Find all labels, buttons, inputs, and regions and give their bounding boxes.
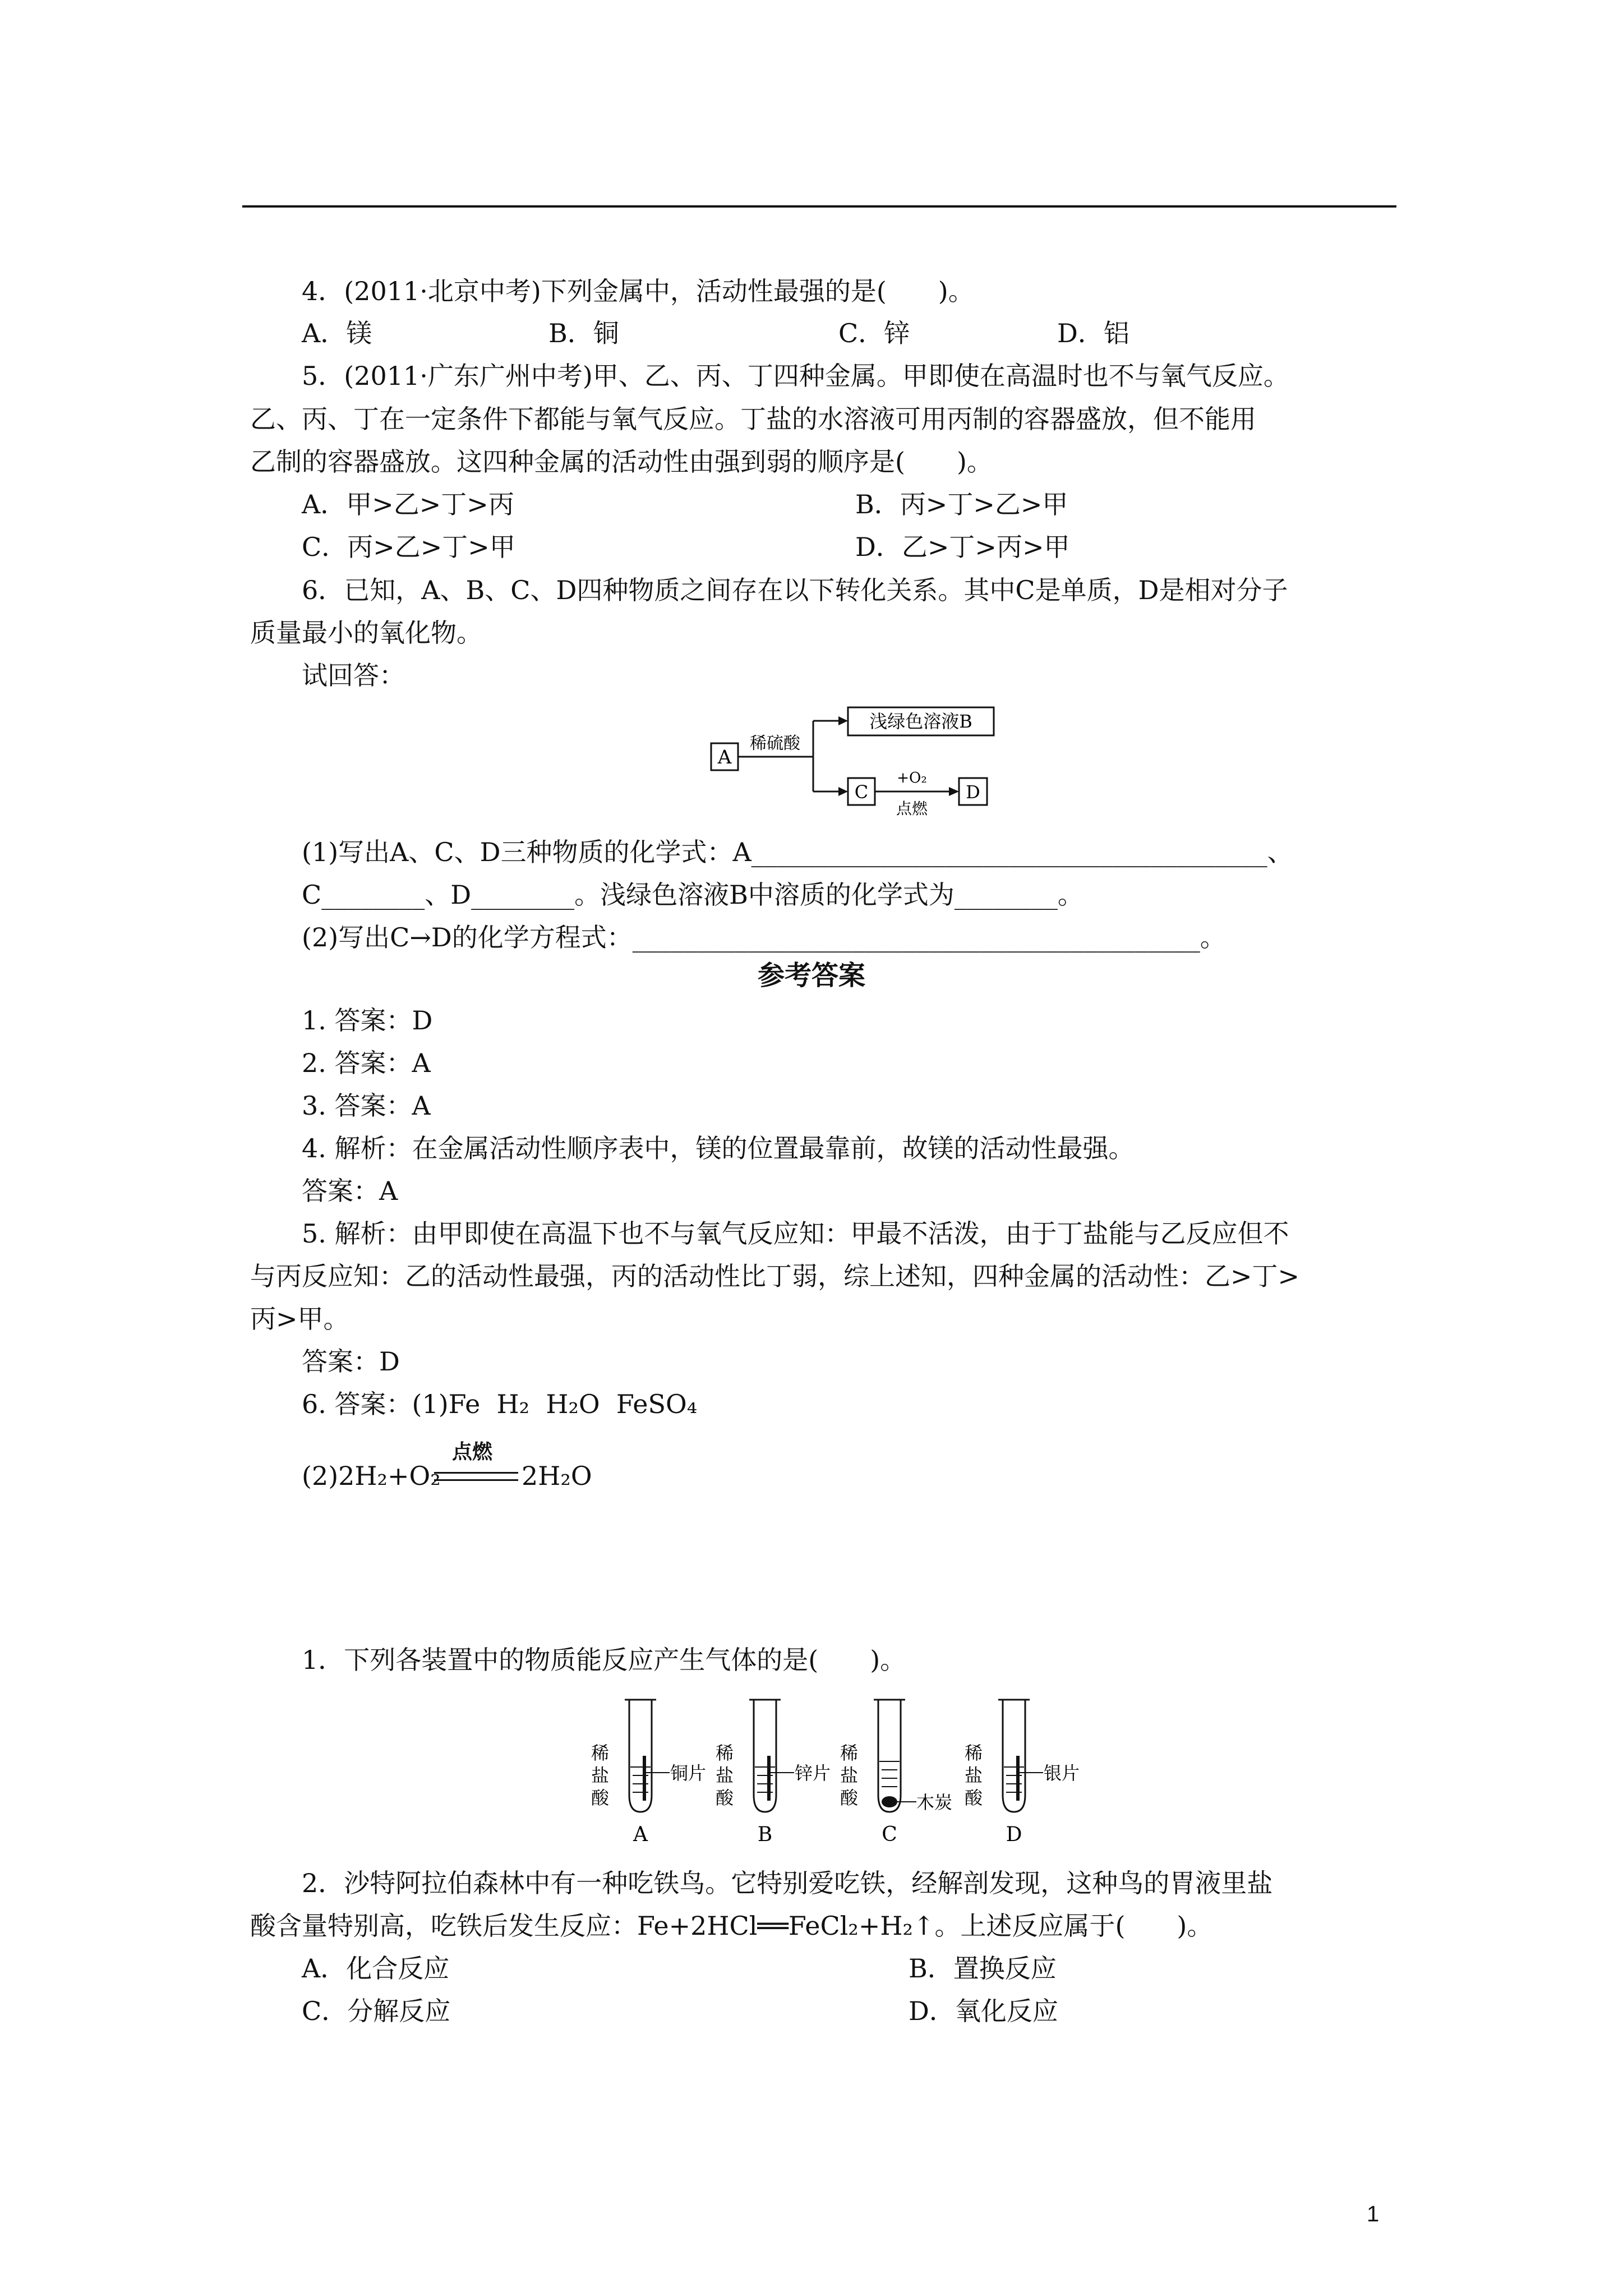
svg-text:酸: 酸 bbox=[840, 1787, 859, 1809]
answer-5-analysis-2: 与丙反应知：乙的活动性最强，丙的活动性比丁弱，综上述知，四种金属的活动性：乙>丁> bbox=[250, 1261, 1300, 1291]
svg-text:盐: 盐 bbox=[840, 1765, 859, 1786]
equation-double-line bbox=[434, 1472, 518, 1481]
q4-option-b: B．铜 bbox=[548, 318, 619, 348]
q5-option-c: C．丙>乙>丁>甲 bbox=[302, 532, 515, 562]
equation-condition: 点燃 bbox=[452, 1441, 493, 1464]
q6-sub1-line-1: (1)写出A、C、D三种物质的化学式：A________________________________________、 bbox=[302, 837, 1293, 867]
q4-option-d: D．铝 bbox=[1057, 318, 1129, 348]
tube-d bbox=[965, 1700, 1080, 1846]
answer-5-analysis-1: 5. 解析：由甲即使在高温下也不与氧气反应知：甲最不活泼，由于丁盐能与乙反应但不 bbox=[302, 1218, 1289, 1249]
q5-option-a: A．甲>乙>丁>丙 bbox=[302, 489, 514, 519]
q5-option-d: D．乙>丁>丙>甲 bbox=[855, 532, 1070, 562]
q2-option-b: B．置换反应 bbox=[909, 1953, 1057, 1984]
q5-option-b: B．丙>丁>乙>甲 bbox=[855, 489, 1068, 519]
answers-heading: 参考答案 bbox=[757, 960, 865, 991]
answer-6-equation bbox=[302, 1436, 806, 1503]
svg-text:稀: 稀 bbox=[715, 1742, 734, 1764]
svg-text:酸: 酸 bbox=[964, 1787, 983, 1809]
answer-1: 1. 答案：D bbox=[302, 1005, 433, 1036]
equation-right: 2H₂O bbox=[522, 1461, 592, 1491]
tube-a-label: A bbox=[633, 1823, 648, 1846]
q4-option-a: A．镁 bbox=[302, 318, 372, 348]
q1-stem: 1．下列各装置中的物质能反应产生气体的是( )。 bbox=[302, 1645, 906, 1675]
answer-2: 2. 答案：A bbox=[302, 1048, 431, 1078]
page-number: 1 bbox=[1367, 2202, 1380, 2226]
tube-a-item: 铜片 bbox=[670, 1763, 707, 1784]
svg-text:盐: 盐 bbox=[591, 1765, 610, 1786]
q5-line-1: 5．(2011·广东广州中考)甲、乙、丙、丁四种金属。甲即使在高温时也不与氧气反应。 bbox=[302, 361, 1289, 391]
svg-text:酸: 酸 bbox=[591, 1787, 610, 1809]
q2-option-a: A．化合反应 bbox=[302, 1953, 450, 1984]
q2-line-1: 2．沙特阿拉伯森林中有一种吃铁鸟。它特别爱吃铁，经解剖发现，这种鸟的胃液里盐 bbox=[302, 1868, 1273, 1898]
tube-b-item: 锌片 bbox=[795, 1763, 831, 1784]
tube-d-item: 银片 bbox=[1044, 1763, 1080, 1784]
q2-option-d: D．氧化反应 bbox=[909, 1996, 1058, 2026]
q2-option-c: C．分解反应 bbox=[302, 1996, 451, 2026]
svg-text:稀: 稀 bbox=[964, 1742, 983, 1764]
tube-a bbox=[591, 1700, 706, 1846]
equation-left: (2)2H₂+O₂ bbox=[302, 1461, 441, 1491]
q6-sub2: (2)写出C→D的化学方程式：____________________________________________。 bbox=[302, 922, 1226, 953]
q2-line-2: 酸含量特别高，吃铁后发生反应：Fe+2HCl══FeCl₂+H₂↑。上述反应属于( )。 bbox=[250, 1911, 1213, 1941]
q6-line-3: 试回答： bbox=[302, 660, 405, 691]
box-b-label: 浅绿色溶液B bbox=[869, 711, 972, 732]
answer-5-analysis-3: 丙>甲。 bbox=[250, 1304, 349, 1334]
answer-4: 答案：A bbox=[302, 1176, 398, 1206]
q4-stem: 4．(2011·北京中考)下列金属中，活动性最强的是( )。 bbox=[302, 276, 974, 306]
box-d-label: D bbox=[966, 781, 980, 803]
acid-label: 稀硫酸 bbox=[750, 734, 800, 753]
q6-conversion-diagram bbox=[707, 704, 998, 816]
q5-line-3: 乙制的容器盛放。这四种金属的活动性由强到弱的顺序是( )。 bbox=[250, 447, 993, 477]
q5-line-2: 乙、丙、丁在一定条件下都能与氧气反应。丁盐的水溶液可用丙制的容器盛放，但不能用 bbox=[250, 404, 1256, 434]
answer-6-part1: 6. 答案：(1)Fe H₂ H₂O FeSO₄ bbox=[302, 1389, 698, 1419]
svg-text:稀: 稀 bbox=[591, 1742, 610, 1764]
tube-d-label: D bbox=[1006, 1823, 1022, 1846]
svg-text:酸: 酸 bbox=[715, 1787, 734, 1809]
answer-5: 答案：D bbox=[302, 1346, 400, 1377]
q6-line-2: 质量最小的氧化物。 bbox=[250, 618, 482, 648]
box-a-label: A bbox=[717, 746, 732, 769]
svg-text:稀: 稀 bbox=[840, 1742, 859, 1764]
svg-text:盐: 盐 bbox=[715, 1765, 734, 1786]
tube-b bbox=[716, 1700, 831, 1846]
q4-option-c: C．锌 bbox=[838, 318, 910, 348]
q6-line-1: 6．已知，A、B、C、D四种物质之间存在以下转化关系。其中C是单质，D是相对分子 bbox=[302, 575, 1288, 605]
answer-4-analysis: 4. 解析：在金属活动性顺序表中，镁的位置最靠前，故镁的活动性最强。 bbox=[302, 1133, 1135, 1163]
q6-sub1-line-2: C________、D________。浅绿色溶液B中溶质的化学式为________。 bbox=[302, 880, 1083, 910]
tube-b-label: B bbox=[757, 1823, 773, 1846]
tube-c-item: 木炭 bbox=[916, 1792, 953, 1813]
header-rule bbox=[242, 205, 1396, 208]
tube-c-label: C bbox=[882, 1823, 897, 1846]
answer-3: 3. 答案：A bbox=[302, 1091, 431, 1121]
ignite-label: 点燃 bbox=[896, 799, 928, 816]
q1-test-tubes-figure bbox=[583, 1694, 1110, 1851]
tube-c bbox=[840, 1700, 952, 1846]
box-c-label: C bbox=[854, 781, 869, 803]
o2-label: +O₂ bbox=[897, 770, 927, 786]
svg-text:盐: 盐 bbox=[964, 1765, 983, 1786]
